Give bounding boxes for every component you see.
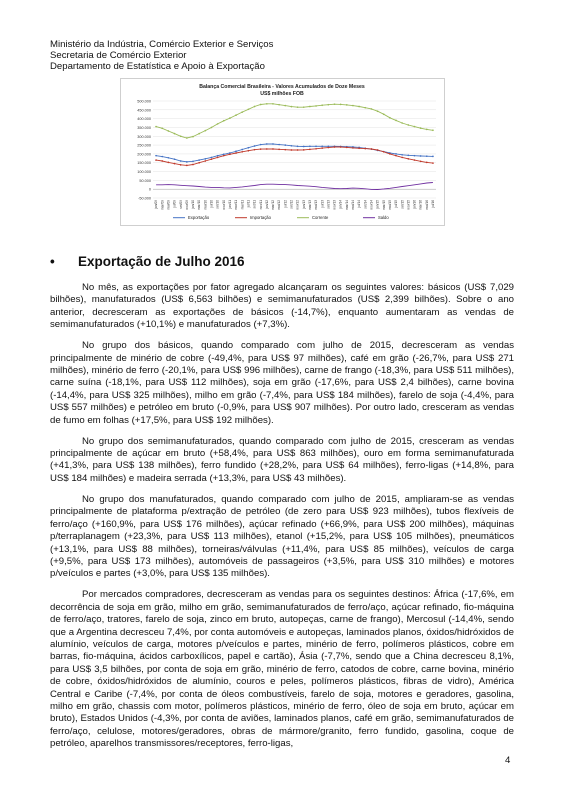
x-tick-label: mai/10 bbox=[203, 200, 208, 210]
data-point-exportacao bbox=[254, 145, 256, 147]
x-tick-label: mar/13 bbox=[307, 200, 312, 210]
data-point-exportacao bbox=[180, 160, 182, 162]
data-point-exportacao bbox=[192, 160, 194, 162]
x-tick-label: jan/13 bbox=[301, 200, 306, 209]
data-point-corrente bbox=[198, 133, 200, 135]
x-tick-label: jan/11 bbox=[228, 200, 233, 209]
series-line-corrente bbox=[156, 104, 433, 138]
y-tick-label: 500.000 bbox=[137, 99, 151, 104]
data-point-corrente bbox=[291, 106, 293, 108]
data-point-exportacao bbox=[395, 153, 397, 155]
x-tick-label: nov/12 bbox=[295, 200, 300, 210]
data-point-importacao bbox=[260, 148, 262, 150]
x-tick-label: jul/13 bbox=[320, 200, 325, 208]
x-tick-label: mar/12 bbox=[271, 200, 276, 210]
chart-legend bbox=[173, 215, 389, 220]
data-point-corrente bbox=[211, 127, 213, 129]
x-tick-label: jul/12 bbox=[283, 200, 288, 208]
data-point-importacao bbox=[204, 160, 206, 162]
data-point-corrente bbox=[174, 133, 176, 135]
data-point-corrente bbox=[315, 105, 317, 107]
data-point-exportacao bbox=[217, 155, 219, 157]
chart-gridlines bbox=[153, 101, 436, 198]
data-point-corrente bbox=[352, 105, 354, 107]
legend-label: Corrente bbox=[312, 215, 329, 220]
header-secretariat: Secretaria de Comércio Exterior bbox=[50, 50, 187, 61]
data-point-corrente bbox=[217, 123, 219, 125]
data-point-importacao bbox=[217, 157, 219, 159]
x-tick-label: jul/11 bbox=[246, 200, 251, 208]
data-point-exportacao bbox=[303, 146, 305, 148]
data-point-corrente bbox=[297, 106, 299, 108]
data-point-importacao bbox=[309, 148, 311, 150]
data-point-corrente bbox=[414, 126, 416, 128]
data-point-corrente bbox=[241, 111, 243, 113]
data-point-importacao bbox=[358, 147, 360, 149]
x-tick-label: mai/11 bbox=[240, 200, 245, 210]
x-axis-ticks bbox=[154, 200, 435, 210]
data-point-corrente bbox=[321, 104, 323, 106]
y-tick-label: 450.000 bbox=[137, 108, 151, 113]
data-point-corrente bbox=[223, 120, 225, 122]
data-point-exportacao bbox=[407, 154, 409, 156]
x-tick-label: set/09 bbox=[178, 200, 183, 209]
x-tick-label: jul/14 bbox=[357, 200, 362, 208]
x-tick-label: set/11 bbox=[252, 200, 257, 209]
series-line-exportacao bbox=[156, 144, 433, 162]
x-tick-label: jul/16 bbox=[431, 200, 436, 208]
data-point-importacao bbox=[407, 158, 409, 160]
x-tick-label: mai/13 bbox=[314, 200, 319, 210]
y-tick-label: 100.000 bbox=[137, 170, 151, 175]
data-point-corrente bbox=[254, 106, 256, 108]
data-point-importacao bbox=[383, 151, 385, 153]
data-point-importacao bbox=[340, 146, 342, 148]
data-point-exportacao bbox=[174, 158, 176, 160]
x-tick-label: mai/16 bbox=[424, 200, 429, 210]
data-point-corrente bbox=[229, 117, 231, 119]
header-ministry: Ministério da Indústria, Comércio Exterior e Serviços bbox=[50, 39, 274, 50]
x-tick-label: jul/15 bbox=[394, 200, 399, 208]
data-point-exportacao bbox=[426, 155, 428, 157]
data-point-corrente bbox=[272, 103, 274, 105]
x-tick-label: mar/09 bbox=[160, 200, 165, 210]
x-tick-label: mar/11 bbox=[234, 200, 239, 210]
data-point-exportacao bbox=[260, 144, 262, 146]
x-tick-label: set/10 bbox=[215, 200, 220, 209]
section-title: Exportação de Julho 2016 bbox=[78, 254, 245, 269]
data-point-importacao bbox=[223, 155, 225, 157]
data-point-importacao bbox=[420, 160, 422, 162]
data-point-corrente bbox=[155, 126, 157, 128]
data-point-exportacao bbox=[235, 150, 237, 152]
data-point-importacao bbox=[266, 148, 268, 150]
data-point-importacao bbox=[168, 162, 170, 164]
x-tick-label: nov/13 bbox=[332, 200, 337, 210]
data-point-exportacao bbox=[297, 145, 299, 147]
data-point-corrente bbox=[266, 103, 268, 105]
x-tick-label: jan/16 bbox=[412, 200, 417, 209]
data-point-importacao bbox=[303, 149, 305, 151]
data-point-exportacao bbox=[266, 143, 268, 145]
data-point-importacao bbox=[278, 148, 280, 150]
x-tick-label: nov/10 bbox=[221, 200, 226, 210]
data-point-importacao bbox=[155, 159, 157, 161]
x-tick-label: mar/10 bbox=[197, 200, 202, 210]
data-point-importacao bbox=[254, 149, 256, 151]
data-point-exportacao bbox=[278, 144, 280, 146]
data-point-exportacao bbox=[315, 145, 317, 147]
legend-label: Saldo bbox=[378, 215, 389, 220]
data-point-exportacao bbox=[198, 159, 200, 161]
y-tick-label: 200.000 bbox=[137, 152, 151, 157]
data-point-importacao bbox=[180, 164, 182, 166]
data-point-importacao bbox=[327, 147, 329, 149]
data-point-exportacao bbox=[309, 145, 311, 147]
data-point-exportacao bbox=[272, 143, 274, 145]
y-tick-label: 350.000 bbox=[137, 125, 151, 130]
data-point-importacao bbox=[377, 149, 379, 151]
data-point-corrente bbox=[377, 110, 379, 112]
data-point-corrente bbox=[383, 113, 385, 115]
data-point-exportacao bbox=[161, 156, 163, 158]
data-point-corrente bbox=[371, 108, 373, 110]
paragraph-manufaturados: No grupo dos manufaturados, quando comparado com julho de 2015, ampliaram-se as vendas principalmente de plataforma p/extração de petróleo (de zero para US$ 923 milhões), tubos flexíveis de ferro/aço (+160,9%, para US$ 176 milhões), açúcar refinado (+66,9%, para US$ 200 milhões), máquinas p/terraplanagem (+23,3%, para US$ 113 milhões), etanol (+15,2%, para US$ 105 milhões), pneumáticos (+13,1%, para US$ 88 milhões), torneiras/válvulas (+11,4%, para US$ 85 milhões), veículos de carga (+9,5%, para US$ 173 milhões), automóveis de passageiros (+3,5%, para US$ 310 milhões) e motores p/veículos e partes (+3,0%, para US$ 135 milhões). bbox=[50, 493, 514, 580]
x-tick-label: mai/15 bbox=[387, 200, 392, 210]
data-point-importacao bbox=[389, 153, 391, 155]
chart-subtitle: US$ milhões FOB bbox=[260, 91, 304, 97]
page-number: 4 bbox=[505, 755, 511, 766]
y-tick-label: 400.000 bbox=[137, 117, 151, 122]
data-point-corrente bbox=[186, 137, 188, 139]
data-point-corrente bbox=[389, 117, 391, 119]
data-point-corrente bbox=[327, 104, 329, 106]
data-point-importacao bbox=[192, 164, 194, 166]
data-point-corrente bbox=[364, 107, 366, 109]
data-point-importacao bbox=[364, 148, 366, 150]
x-tick-label: jul/10 bbox=[209, 200, 214, 208]
y-tick-label: 50.000 bbox=[139, 178, 151, 183]
data-point-corrente bbox=[432, 129, 434, 131]
data-point-importacao bbox=[272, 148, 274, 150]
x-tick-label: jan/14 bbox=[338, 200, 343, 209]
data-point-exportacao bbox=[284, 144, 286, 146]
x-tick-label: set/14 bbox=[363, 200, 368, 209]
x-tick-label: jan/15 bbox=[375, 200, 380, 209]
data-point-importacao bbox=[414, 159, 416, 161]
data-point-exportacao bbox=[432, 156, 434, 158]
x-tick-label: nov/11 bbox=[258, 200, 263, 210]
x-tick-label: nov/14 bbox=[369, 199, 374, 210]
data-point-exportacao bbox=[420, 155, 422, 157]
data-point-corrente bbox=[168, 130, 170, 132]
trade-balance-chart bbox=[120, 78, 445, 226]
data-point-corrente bbox=[284, 105, 286, 107]
data-point-importacao bbox=[371, 148, 373, 150]
x-tick-label: mai/14 bbox=[351, 200, 356, 210]
legend-label: Importação bbox=[250, 215, 271, 220]
data-point-importacao bbox=[395, 155, 397, 157]
data-point-importacao bbox=[334, 146, 336, 148]
x-tick-label: mar/15 bbox=[381, 200, 386, 210]
y-tick-label: 300.000 bbox=[137, 134, 151, 139]
data-point-importacao bbox=[401, 157, 403, 159]
x-tick-label: set/13 bbox=[326, 200, 331, 209]
data-point-importacao bbox=[426, 162, 428, 164]
paragraph-fator-agregado: No mês, as exportações por fator agregado alcançaram os seguintes valores: básicos (US$ 7,029 bilhões), manufaturados (US$ 6,563 bilhões) e semimanufaturados (US$ 2,399 bilhões). Sobre o ano anterior, decresceram as exportações de básicos (-14,7%), enquanto aumentaram as vendas de semimanufaturados (+10,1%) e manufaturados (+7,3%). bbox=[50, 282, 514, 331]
x-tick-label: mar/16 bbox=[418, 200, 423, 210]
data-point-importacao bbox=[284, 149, 286, 151]
data-point-importacao bbox=[161, 160, 163, 162]
x-tick-label: mar/14 bbox=[344, 200, 349, 210]
header-department: Departamento de Estatística e Apoio à Exportação bbox=[50, 61, 265, 72]
y-axis-ticks bbox=[137, 100, 151, 201]
data-point-corrente bbox=[192, 136, 194, 138]
data-point-exportacao bbox=[321, 145, 323, 147]
series-line-saldo bbox=[156, 183, 433, 190]
data-point-corrente bbox=[161, 127, 163, 129]
document-body bbox=[50, 282, 514, 759]
data-point-importacao bbox=[241, 151, 243, 153]
data-point-exportacao bbox=[186, 161, 188, 163]
data-point-importacao bbox=[229, 153, 231, 155]
x-tick-label: jan/09 bbox=[154, 200, 159, 209]
data-point-importacao bbox=[211, 158, 213, 160]
y-tick-label: 0 bbox=[148, 187, 151, 192]
data-point-importacao bbox=[186, 165, 188, 167]
data-point-corrente bbox=[334, 103, 336, 105]
y-tick-label: 250.000 bbox=[137, 143, 151, 148]
data-point-exportacao bbox=[248, 147, 250, 149]
data-point-exportacao bbox=[401, 154, 403, 156]
data-point-corrente bbox=[346, 104, 348, 106]
data-point-importacao bbox=[321, 147, 323, 149]
x-tick-label: mai/12 bbox=[277, 200, 282, 210]
data-point-importacao bbox=[432, 162, 434, 164]
x-tick-label: jul/09 bbox=[172, 200, 177, 208]
data-point-corrente bbox=[395, 120, 397, 122]
y-tick-label: -50.000 bbox=[138, 196, 151, 201]
data-point-importacao bbox=[297, 149, 299, 151]
data-point-corrente bbox=[248, 108, 250, 110]
data-point-importacao bbox=[315, 148, 317, 150]
paragraph-mercados: Por mercados compradores, decresceram as vendas para os seguintes destinos: África (-17,6%, em decorrência de soja em grão, milho em grão, semimanufaturados de ferro/aço, açúcar refinado, fio-máquina de ferro/aço, tratores, farelo de soja, zinco em bruto, autopeças, carne de frango), Mercosul (-14,4%, sendo que a Argentina decresceu 7,4%, por conta automóveis e autopeças, laminados planos, óxidos/hidróxidos de alumínio, veículos de carga, motores p/veículos e partes, minério de ferro, polímeros plásticos, cobre em barras, fio-máquina, ácidos carboxílicos, papel e cartão), Ásia (-7,7%, sendo que a China decresceu 8,1%, para US$ 3,5 bilhões, por conta de soja em grão, minério de ferro, catodos de cobre, carne bovina, minério de cobre, óxidos/hidróxidos de alumínio, couros e peles, polímeros plásticos, fibras de vidro), América Central e Caribe (-7,4%, por conta de óleos combustíveis, farelo de soja, motores e geradores, gasolina, milho em grão, chassis com motor, polímeros plásticos, minério de ferro, óleo de soja em bruto, açúcar em bruto), Estados Unidos (-4,3%, por conta de aviões, laminados planos, café em grão, semimanufaturados de ferro/aço, celulose, motores/geradores, obras de mármore/granito, ferro fundido, gasolina, coque de petróleo, aparelhos transmissores/receptores, ferro-ligas, bbox=[50, 589, 514, 750]
data-point-importacao bbox=[291, 149, 293, 151]
data-point-importacao bbox=[198, 162, 200, 164]
data-point-importacao bbox=[174, 163, 176, 165]
data-point-corrente bbox=[309, 106, 311, 108]
data-point-importacao bbox=[346, 147, 348, 149]
data-point-importacao bbox=[235, 152, 237, 154]
data-point-corrente bbox=[260, 104, 262, 106]
data-point-corrente bbox=[426, 129, 428, 131]
data-point-importacao bbox=[248, 150, 250, 152]
data-point-corrente bbox=[303, 106, 305, 108]
x-tick-label: nov/09 bbox=[184, 200, 189, 210]
x-tick-label: jan/12 bbox=[264, 200, 269, 209]
data-point-corrente bbox=[358, 106, 360, 108]
legend-label: Exportação bbox=[188, 215, 210, 220]
data-point-corrente bbox=[340, 104, 342, 106]
data-point-exportacao bbox=[211, 157, 213, 159]
data-point-corrente bbox=[407, 124, 409, 126]
x-tick-label: nov/15 bbox=[406, 200, 411, 210]
data-point-corrente bbox=[420, 127, 422, 129]
data-point-exportacao bbox=[168, 157, 170, 159]
x-tick-label: mai/09 bbox=[166, 200, 171, 210]
data-point-corrente bbox=[401, 122, 403, 124]
x-tick-label: set/15 bbox=[400, 200, 405, 209]
chart-svg bbox=[121, 79, 444, 225]
data-point-exportacao bbox=[155, 155, 157, 157]
data-point-exportacao bbox=[241, 149, 243, 151]
bullet-icon: • bbox=[50, 254, 55, 269]
x-tick-label: set/12 bbox=[289, 200, 294, 209]
data-point-corrente bbox=[235, 114, 237, 116]
paragraph-basicos: No grupo dos básicos, quando comparado com julho de 2015, decresceram as vendas principalmente de minério de cobre (-49,4%, para US$ 97 milhões), café em grão (-26,7%, para US$ 271 milhões), minério de ferro (-20,1%, para US$ 996 milhões), carne de frango (-18,3%, para US$ 511 milhões), carne suína (-18,1%, para US$ 112 milhões), soja em grão (-17,6%, para US$ 2,4 bilhões), carne bovina (-14,4%, para US$ 325 milhões), milho em grão (-7,4%, para US$ 184 milhões), farelo de soja (-4,4%, para US$ 557 milhões) e petróleo em bruto (-0,9%, para US$ 907 milhões). Por outro lado, cresceram as vendas de fumo em folhas (+17,5%, para US$ 192 milhões). bbox=[50, 340, 514, 426]
data-point-corrente bbox=[278, 104, 280, 106]
data-point-exportacao bbox=[414, 155, 416, 157]
data-point-exportacao bbox=[291, 145, 293, 147]
section-heading bbox=[50, 254, 245, 269]
data-point-importacao bbox=[352, 147, 354, 149]
x-tick-label: jan/10 bbox=[191, 200, 196, 209]
data-point-corrente bbox=[204, 130, 206, 132]
data-point-corrente bbox=[180, 135, 182, 137]
chart-series-lines bbox=[155, 103, 434, 190]
paragraph-semimanufaturados: No grupo dos semimanufaturados, quando comparado com julho de 2015, cresceram as vendas principalmente de açúcar em bruto (+58,4%, para US$ 863 milhões), ouro em forma semimanufaturada (+41,3%, para US$ 138 milhões), ferro fundido (+28,2%, para US$ 64 milhões), ferro-ligas (+14,8%, para US$ 184 milhões) e madeira serrada (+13,3%, para US$ 43 milhões). bbox=[50, 435, 514, 484]
document-header bbox=[50, 39, 273, 72]
data-point-exportacao bbox=[204, 158, 206, 160]
y-tick-label: 150.000 bbox=[137, 161, 151, 166]
chart-title: Balança Comercial Brasileira - Valores Acumulados de Doze Meses bbox=[199, 84, 365, 90]
